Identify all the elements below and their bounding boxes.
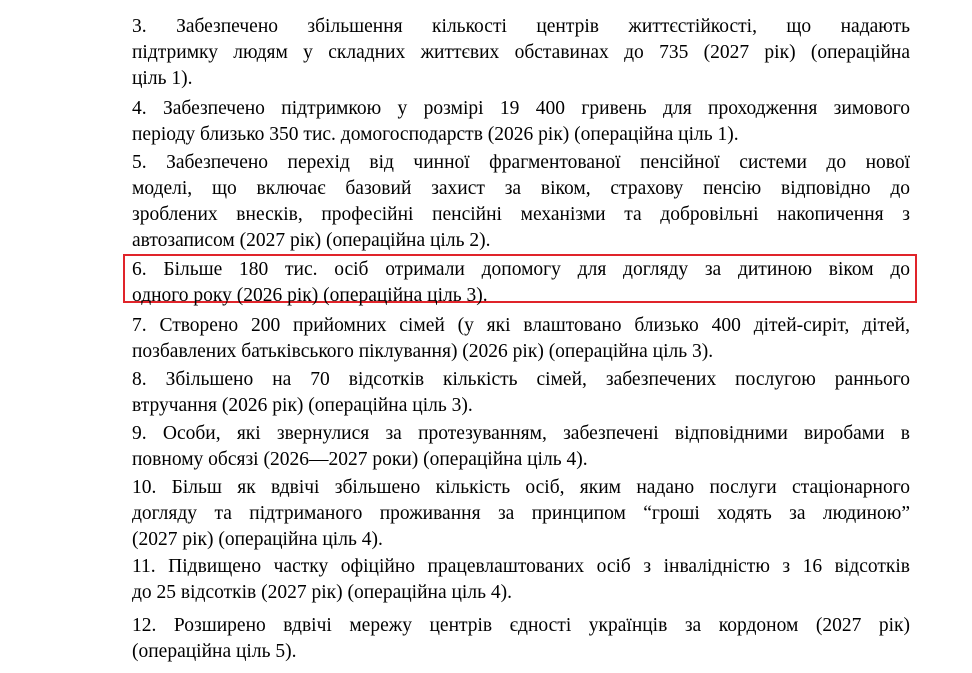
text-line: повному обсязі (2026—2027 роки) (операційна ціль 4). xyxy=(132,449,588,470)
list-item-5 xyxy=(132,150,910,254)
text-line: позбавлених батьківського піклування) (2026 рік) (операційна ціль 3). xyxy=(132,341,714,362)
text-line: 9. Особи, які звернулися за протезуванням, забезпечені відповідними виробами в xyxy=(132,423,910,444)
text-line: 11. Підвищено частку офіційно працевлаштованих осіб з інвалідністю з 16 відсотків xyxy=(132,556,910,577)
text-line: автозаписом (2027 рік) (операційна ціль 2). xyxy=(132,230,491,251)
list-item-12 xyxy=(132,613,910,665)
text-line: втручання (2026 рік) (операційна ціль 3). xyxy=(132,395,473,416)
text-line: 8. Збільшено на 70 відсотків кількість сімей, забезпечених послугою раннього xyxy=(132,369,910,390)
text-line: 10. Більш як вдвічі збільшено кількість осіб, яким надано послуги стаціонарного xyxy=(132,477,910,498)
list-item-11 xyxy=(132,554,910,606)
text-line: (операційна ціль 5). xyxy=(132,641,297,662)
list-item-8 xyxy=(132,367,910,419)
text-line: догляду та підтриманого проживання за принципом “гроші ходять за людиною” xyxy=(132,503,910,524)
text-line: періоду близько 350 тис. домогосподарств (2026 рік) (операційна ціль 1). xyxy=(132,124,739,145)
text-line: 6. Більше 180 тис. осіб отримали допомогу для догляду за дитиною віком до xyxy=(132,259,910,280)
list-item-4 xyxy=(132,96,910,148)
text-line: ціль 1). xyxy=(132,68,193,89)
text-line: підтримку людям у складних життєвих обставинах до 735 (2027 рік) (операційна xyxy=(132,42,910,63)
text-line: 5. Забезпечено перехід від чинної фрагментованої пенсійної системи до нової xyxy=(132,152,910,173)
list-item-3 xyxy=(132,14,910,92)
list-item-10 xyxy=(132,475,910,553)
list-item-7 xyxy=(132,313,910,365)
text-line: (2027 рік) (операційна ціль 4). xyxy=(132,529,383,550)
list-item-6 xyxy=(132,257,910,309)
text-line: 7. Створено 200 прийомних сімей (у які влаштовано близько 400 дітей-сиріт, дітей, xyxy=(132,315,910,336)
text-line: до 25 відсотків (2027 рік) (операційна ціль 4). xyxy=(132,582,512,603)
text-line: 3. Забезпечено збільшення кількості центрів життєстійкості, що надають xyxy=(132,16,910,37)
list-item-9 xyxy=(132,421,910,473)
text-line: 12. Розширено вдвічі мережу центрів єдності українців за кордоном (2027 рік) xyxy=(132,615,910,636)
text-line: моделі, що включає базовий захист за віком, страхову пенсію відповідно до xyxy=(132,178,910,199)
text-line: 4. Забезпечено підтримкою у розмірі 19 400 гривень для проходження зимового xyxy=(132,98,910,119)
text-line: зроблених внесків, професійні пенсійні механізми та добровільні накопичення з xyxy=(132,204,910,225)
text-line: одного року (2026 рік) (операційна ціль 3). xyxy=(132,285,488,306)
